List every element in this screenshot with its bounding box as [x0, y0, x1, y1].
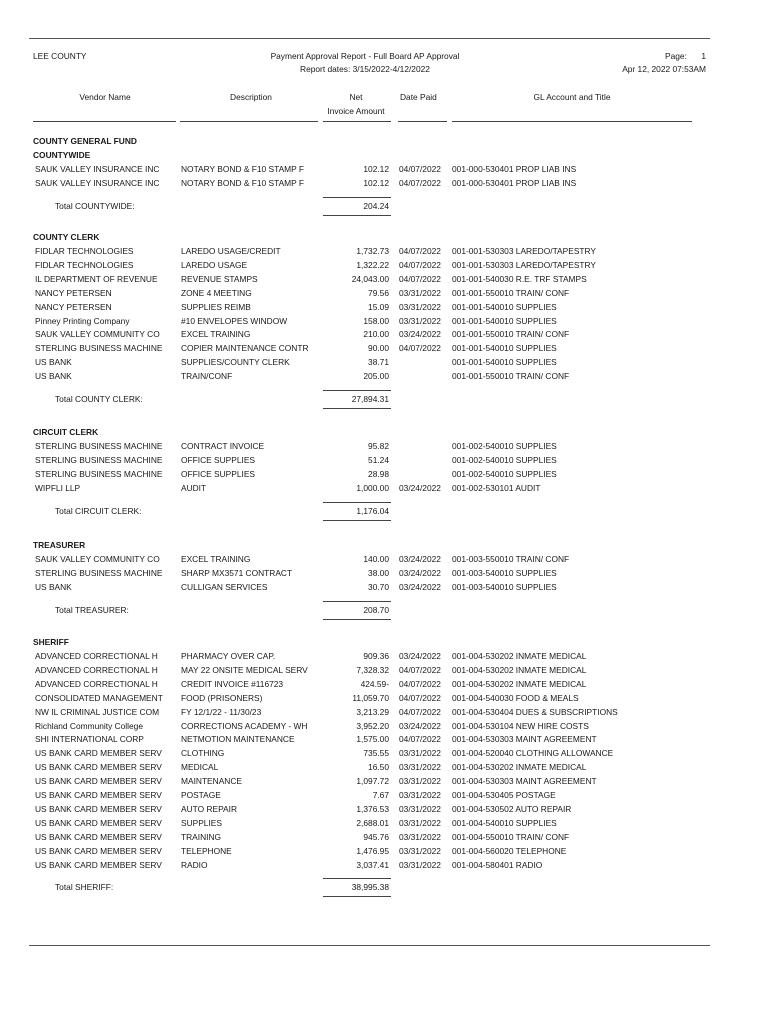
table-row — [0, 707, 770, 721]
fund-heading: COUNTY GENERAL FUND — [33, 136, 137, 146]
col-header-vendor: Vendor Name — [79, 92, 131, 102]
date-paid-cell: 03/24/2022 — [399, 329, 441, 340]
total-rule — [323, 502, 391, 503]
date-paid-cell: 04/07/2022 — [399, 678, 441, 689]
col-header-gl: GL Account and Title — [533, 92, 611, 102]
description-cell: SUPPLIES REIMB — [181, 301, 251, 312]
gl-account-cell: 001-002-540010 SUPPLIES — [452, 454, 557, 465]
date-paid-cell: 04/07/2022 — [399, 692, 441, 703]
date-paid-cell: 04/07/2022 — [399, 343, 441, 354]
table-row — [0, 178, 770, 192]
vendor-cell: US BANK — [35, 581, 72, 592]
date-paid-cell: 03/31/2022 — [399, 776, 441, 787]
amount-cell: 79.56 — [368, 287, 389, 298]
date-paid-cell: 03/24/2022 — [399, 720, 441, 731]
amount-cell: 3,213.29 — [356, 706, 389, 717]
date-paid-cell: 03/31/2022 — [399, 748, 441, 759]
gl-account-cell: 001-000-530401 PROP LIAB INS — [452, 177, 577, 188]
amount-cell: 102.12 — [363, 164, 389, 174]
gl-account-cell: 001-002-540010 SUPPLIES — [452, 468, 557, 479]
amount-cell: 1,097.72 — [356, 776, 389, 787]
vendor-cell: FIDLAR TECHNOLOGIES — [35, 259, 134, 270]
amount-cell: 102.12 — [363, 177, 389, 188]
total-double-rule — [323, 215, 391, 216]
description-cell: TELEPHONE — [181, 845, 232, 856]
description-cell: AUDIT — [181, 482, 207, 493]
amount-cell: 1,575.00 — [356, 734, 389, 745]
date-paid-cell: 03/31/2022 — [399, 790, 441, 800]
description-cell: ZONE 4 MEETING — [181, 287, 252, 298]
table-row — [0, 455, 770, 469]
amount-cell: 2,688.01 — [356, 817, 389, 828]
table-row — [0, 748, 770, 762]
vendor-cell: US BANK CARD MEMBER SERV — [35, 748, 162, 759]
section-total-label: Total TREASURER: — [55, 604, 129, 615]
total-rule — [323, 197, 391, 198]
table-row — [0, 274, 770, 288]
amount-cell: 140.00 — [363, 554, 389, 564]
col-header-invoice-amount: Invoice Amount — [327, 106, 385, 116]
description-cell: EXCEL TRAINING — [181, 554, 251, 564]
table-row — [0, 260, 770, 274]
date-paid-cell: 03/31/2022 — [399, 817, 441, 828]
date-paid-cell: 04/07/2022 — [399, 706, 441, 717]
page-number: 1 — [701, 51, 706, 61]
table-row — [0, 483, 770, 497]
gl-account-cell: 001-001-550010 TRAIN/ CONF — [452, 329, 570, 340]
table-row — [0, 469, 770, 483]
table-row — [0, 693, 770, 707]
section-heading: COUNTYWIDE — [33, 150, 91, 160]
vendor-cell: STERLING BUSINESS MACHINE — [35, 343, 163, 354]
vendor-cell: IL DEPARTMENT OF REVENUE — [35, 273, 158, 284]
amount-cell: 3,952.20 — [356, 720, 389, 731]
description-cell: NETMOTION MAINTENANCE — [181, 734, 295, 745]
amount-cell: 7.67 — [372, 790, 389, 800]
vendor-cell: ADVANCED CORRECTIONAL H — [35, 678, 158, 689]
date-paid-cell: 04/07/2022 — [399, 273, 441, 284]
section-total-label: Total COUNTYWIDE: — [55, 200, 135, 211]
page-label: Page: — [665, 51, 687, 61]
table-row — [0, 832, 770, 846]
vendor-cell: NW IL CRIMINAL JUSTICE COM — [35, 706, 160, 717]
description-cell: RADIO — [181, 859, 208, 870]
vendor-cell: US BANK CARD MEMBER SERV — [35, 831, 162, 842]
description-cell: COPIER MAINTENANCE CONTR — [181, 343, 309, 354]
vendor-cell: NANCY PETERSEN — [35, 287, 112, 298]
gl-account-cell: 001-004-530303 MAINT AGREEMENT — [452, 776, 597, 787]
table-row — [0, 846, 770, 860]
col-underline-description — [180, 121, 318, 122]
vendor-cell: US BANK CARD MEMBER SERV — [35, 859, 162, 870]
description-cell: REVENUE STAMPS — [181, 273, 258, 284]
description-cell: PHARMACY OVER CAP. — [181, 651, 276, 661]
date-paid-cell: 03/31/2022 — [399, 287, 441, 298]
date-paid-cell: 03/24/2022 — [399, 651, 441, 661]
description-cell: FY 12/1/22 - 11/30/23 — [181, 706, 262, 717]
amount-cell: 7,328.32 — [356, 664, 389, 675]
table-row — [0, 665, 770, 679]
date-paid-cell: 03/31/2022 — [399, 845, 441, 856]
report-dates: Report dates: 3/15/2022-4/12/2022 — [300, 64, 430, 74]
date-paid-cell: 04/07/2022 — [399, 734, 441, 745]
description-cell: CULLIGAN SERVICES — [181, 581, 268, 592]
vendor-cell: STERLING BUSINESS MACHINE — [35, 454, 163, 465]
vendor-cell: US BANK CARD MEMBER SERV — [35, 776, 162, 787]
vendor-cell: SAUK VALLEY INSURANCE INC — [35, 164, 160, 174]
date-paid-cell: 03/24/2022 — [399, 554, 441, 564]
amount-cell: 95.82 — [368, 441, 389, 451]
table-row — [0, 164, 770, 178]
vendor-cell: CONSOLIDATED MANAGEMENT — [35, 692, 163, 703]
table-row — [0, 679, 770, 693]
vendor-cell: NANCY PETERSEN — [35, 301, 112, 312]
vendor-cell: FIDLAR TECHNOLOGIES — [35, 246, 134, 256]
amount-cell: 1,376.53 — [356, 803, 389, 814]
table-row — [0, 554, 770, 568]
amount-cell: 90.00 — [368, 343, 389, 354]
date-paid-cell: 03/31/2022 — [399, 315, 441, 326]
description-cell: FOOD (PRISONERS) — [181, 692, 263, 703]
col-underline-date — [398, 121, 447, 122]
description-cell: OFFICE SUPPLIES — [181, 468, 255, 479]
total-double-rule — [323, 619, 391, 620]
gl-account-cell: 001-002-540010 SUPPLIES — [452, 441, 557, 451]
description-cell: CONTRACT INVOICE — [181, 441, 265, 451]
table-row — [0, 762, 770, 776]
description-cell: MAINTENANCE — [181, 776, 242, 787]
vendor-cell: Richland Community College — [35, 720, 143, 731]
amount-cell: 38.00 — [368, 567, 389, 578]
gl-account-cell: 001-001-540010 SUPPLIES — [452, 315, 557, 326]
description-cell: OFFICE SUPPLIES — [181, 454, 255, 465]
total-double-rule — [323, 520, 391, 521]
gl-account-cell: 001-004-530502 AUTO REPAIR — [452, 803, 572, 814]
section-total-amount: 204.24 — [363, 200, 389, 211]
gl-account-cell: 001-003-540010 SUPPLIES — [452, 581, 557, 592]
total-double-rule — [323, 408, 391, 409]
description-cell: TRAINING — [181, 831, 222, 842]
vendor-cell: US BANK CARD MEMBER SERV — [35, 817, 162, 828]
gl-account-cell: 001-001-540010 SUPPLIES — [452, 301, 557, 312]
amount-cell: 158.00 — [363, 315, 389, 326]
table-row — [0, 790, 770, 804]
amount-cell: 945.76 — [363, 831, 389, 842]
gl-account-cell: 001-004-550010 TRAIN/ CONF — [452, 831, 570, 842]
vendor-cell: US BANK — [35, 371, 72, 382]
gl-account-cell: 001-004-530404 DUES & SUBSCRIPTIONS — [452, 706, 618, 717]
vendor-cell: SAUK VALLEY COMMUNITY CO — [35, 329, 160, 340]
amount-cell: 38.71 — [368, 357, 389, 368]
gl-account-cell: 001-001-540030 R.E. TRF STAMPS — [452, 273, 587, 284]
section-heading: SHERIFF — [33, 637, 69, 647]
date-paid-cell: 03/31/2022 — [399, 762, 441, 773]
table-row — [0, 329, 770, 343]
date-paid-cell: 03/31/2022 — [399, 803, 441, 814]
date-paid-cell: 03/24/2022 — [399, 567, 441, 578]
table-row — [0, 357, 770, 371]
description-cell: CORRECTIONS ACADEMY - WH — [181, 720, 308, 731]
amount-cell: 15.09 — [368, 301, 389, 312]
table-row — [0, 288, 770, 302]
gl-account-cell: 001-001-550010 TRAIN/ CONF — [452, 287, 570, 298]
amount-cell: 3,037.41 — [356, 859, 389, 870]
vendor-cell: US BANK CARD MEMBER SERV — [35, 762, 162, 773]
printed-timestamp: Apr 12, 2022 07:53AM — [622, 64, 706, 74]
vendor-cell: SAUK VALLEY COMMUNITY CO — [35, 554, 160, 564]
table-row — [0, 818, 770, 832]
table-row — [0, 734, 770, 748]
gl-account-cell: 001-004-530405 POSTAGE — [452, 790, 556, 800]
section-total-amount: 208.70 — [363, 604, 389, 615]
description-cell: SUPPLIES/COUNTY CLERK — [181, 357, 290, 368]
gl-account-cell: 001-001-540010 SUPPLIES — [452, 357, 557, 368]
section-heading: TREASURER — [33, 540, 86, 550]
col-underline-gl — [452, 121, 692, 122]
table-row — [0, 804, 770, 818]
description-cell: #10 ENVELOPES WINDOW — [181, 315, 288, 326]
description-cell: AUTO REPAIR — [181, 803, 237, 814]
description-cell: EXCEL TRAINING — [181, 329, 251, 340]
gl-account-cell: 001-004-530202 INMATE MEDICAL — [452, 762, 587, 773]
col-header-date-paid: Date Paid — [400, 92, 437, 102]
vendor-cell: US BANK CARD MEMBER SERV — [35, 803, 162, 814]
bottom-rule — [29, 945, 710, 946]
vendor-cell: ADVANCED CORRECTIONAL H — [35, 664, 158, 675]
gl-account-cell: 001-004-540030 FOOD & MEALS — [452, 692, 579, 703]
gl-account-cell: 001-004-520040 CLOTHING ALLOWANCE — [452, 748, 614, 759]
vendor-cell: US BANK — [35, 357, 72, 368]
date-paid-cell: 03/31/2022 — [399, 301, 441, 312]
amount-cell: 909.36 — [363, 651, 389, 661]
table-row — [0, 860, 770, 874]
table-row — [0, 302, 770, 316]
vendor-cell: STERLING BUSINESS MACHINE — [35, 441, 163, 451]
section-total-amount: 1,176.04 — [356, 505, 389, 516]
amount-cell: 51.24 — [368, 454, 389, 465]
vendor-cell: SAUK VALLEY INSURANCE INC — [35, 177, 160, 188]
table-row — [0, 721, 770, 735]
gl-account-cell: 001-002-530101 AUDIT — [452, 482, 541, 493]
table-row — [0, 246, 770, 260]
col-header-net: Net — [349, 92, 363, 102]
date-paid-cell: 04/07/2022 — [399, 259, 441, 270]
date-paid-cell: 03/31/2022 — [399, 859, 441, 870]
description-cell: NOTARY BOND & F10 STAMP F — [181, 164, 305, 174]
date-paid-cell: 04/07/2022 — [399, 664, 441, 675]
description-cell: MAY 22 ONSITE MEDICAL SERV — [181, 664, 308, 675]
vendor-cell: US BANK CARD MEMBER SERV — [35, 845, 162, 856]
description-cell: CREDIT INVOICE #116723 — [181, 678, 284, 689]
gl-account-cell: 001-001-550010 TRAIN/ CONF — [452, 371, 570, 382]
gl-account-cell: 001-004-530202 INMATE MEDICAL — [452, 678, 587, 689]
amount-cell: 24,043.00 — [351, 273, 389, 284]
section-total-amount: 27,894.31 — [351, 394, 389, 404]
amount-cell: 424.59- — [360, 678, 389, 689]
section-heading: COUNTY CLERK — [33, 232, 100, 242]
amount-cell: 28.98 — [368, 468, 389, 479]
description-cell: MEDICAL — [181, 762, 219, 773]
table-row — [0, 316, 770, 330]
vendor-cell: STERLING BUSINESS MACHINE — [35, 567, 163, 578]
date-paid-cell: 04/07/2022 — [399, 164, 441, 174]
report-title: Payment Approval Report - Full Board AP Approval — [270, 51, 460, 61]
gl-account-cell: 001-003-540010 SUPPLIES — [452, 567, 557, 578]
amount-cell: 11,059.70 — [352, 692, 389, 703]
amount-cell: 30.70 — [368, 581, 389, 592]
table-row — [0, 568, 770, 582]
col-header-description: Description — [230, 92, 272, 102]
gl-account-cell: 001-004-530202 INMATE MEDICAL — [452, 664, 587, 675]
section-total-label: Total SHERIFF: — [55, 882, 114, 893]
total-double-rule — [323, 896, 391, 897]
table-row — [0, 776, 770, 790]
vendor-cell: STERLING BUSINESS MACHINE — [35, 468, 163, 479]
vendor-cell: SHI INTERNATIONAL CORP — [35, 734, 144, 745]
amount-cell: 1,000.00 — [356, 482, 389, 493]
date-paid-cell: 03/24/2022 — [399, 482, 441, 493]
total-rule — [323, 390, 391, 391]
gl-account-cell: 001-001-540010 SUPPLIES — [452, 343, 557, 354]
section-total-label: Total COUNTY CLERK: — [55, 394, 143, 404]
description-cell: TRAIN/CONF — [181, 371, 233, 382]
amount-cell: 1,476.95 — [356, 845, 389, 856]
description-cell: SUPPLIES — [181, 817, 222, 828]
table-row — [0, 371, 770, 385]
amount-cell: 210.00 — [363, 329, 389, 340]
gl-account-cell: 001-000-530401 PROP LIAB INS — [452, 164, 577, 174]
table-row — [0, 651, 770, 665]
section-total-amount: 38,995.38 — [351, 882, 389, 893]
gl-account-cell: 001-004-530202 INMATE MEDICAL — [452, 651, 587, 661]
gl-account-cell: 001-001-530303 LAREDO/TAPESTRY — [452, 259, 597, 270]
vendor-cell: ADVANCED CORRECTIONAL H — [35, 651, 158, 661]
table-row — [0, 582, 770, 596]
total-rule — [323, 601, 391, 602]
description-cell: LAREDO USAGE — [181, 259, 248, 270]
vendor-cell: WIPFLI LLP — [35, 482, 81, 493]
vendor-cell: US BANK CARD MEMBER SERV — [35, 790, 162, 800]
description-cell: SHARP MX3571 CONTRACT — [181, 567, 293, 578]
amount-cell: 205.00 — [363, 371, 389, 382]
amount-cell: 1,732.73 — [356, 246, 389, 256]
total-rule — [323, 878, 391, 879]
gl-account-cell: 001-004-530303 MAINT AGREEMENT — [452, 734, 597, 745]
gl-account-cell: 001-003-550010 TRAIN/ CONF — [452, 554, 570, 564]
section-heading: CIRCUIT CLERK — [33, 427, 99, 437]
date-paid-cell: 03/31/2022 — [399, 831, 441, 842]
description-cell: LAREDO USAGE/CREDIT — [181, 246, 281, 256]
date-paid-cell: 04/07/2022 — [399, 246, 441, 256]
gl-account-cell: 001-001-530303 LAREDO/TAPESTRY — [452, 246, 597, 256]
amount-cell: 735.55 — [363, 748, 389, 759]
table-row — [0, 343, 770, 357]
amount-cell: 1,322.22 — [356, 259, 389, 270]
amount-cell: 16.50 — [368, 762, 389, 773]
top-rule — [29, 38, 710, 39]
col-underline-net — [323, 121, 391, 122]
gl-account-cell: 001-004-530104 NEW HIRE COSTS — [452, 720, 589, 731]
county-name: LEE COUNTY — [33, 51, 87, 61]
date-paid-cell: 04/07/2022 — [399, 177, 441, 188]
vendor-cell: Pinney Printing Company — [35, 315, 130, 326]
section-total-label: Total CIRCUIT CLERK: — [55, 505, 142, 516]
date-paid-cell: 03/24/2022 — [399, 581, 441, 592]
gl-account-cell: 001-004-540010 SUPPLIES — [452, 817, 557, 828]
description-cell: NOTARY BOND & F10 STAMP F — [181, 177, 305, 188]
gl-account-cell: 001-004-560020 TELEPHONE — [452, 845, 567, 856]
table-row — [0, 441, 770, 455]
description-cell: POSTAGE — [181, 790, 221, 800]
col-underline-vendor — [33, 121, 176, 122]
description-cell: CLOTHING — [181, 748, 225, 759]
gl-account-cell: 001-004-580401 RADIO — [452, 859, 543, 870]
